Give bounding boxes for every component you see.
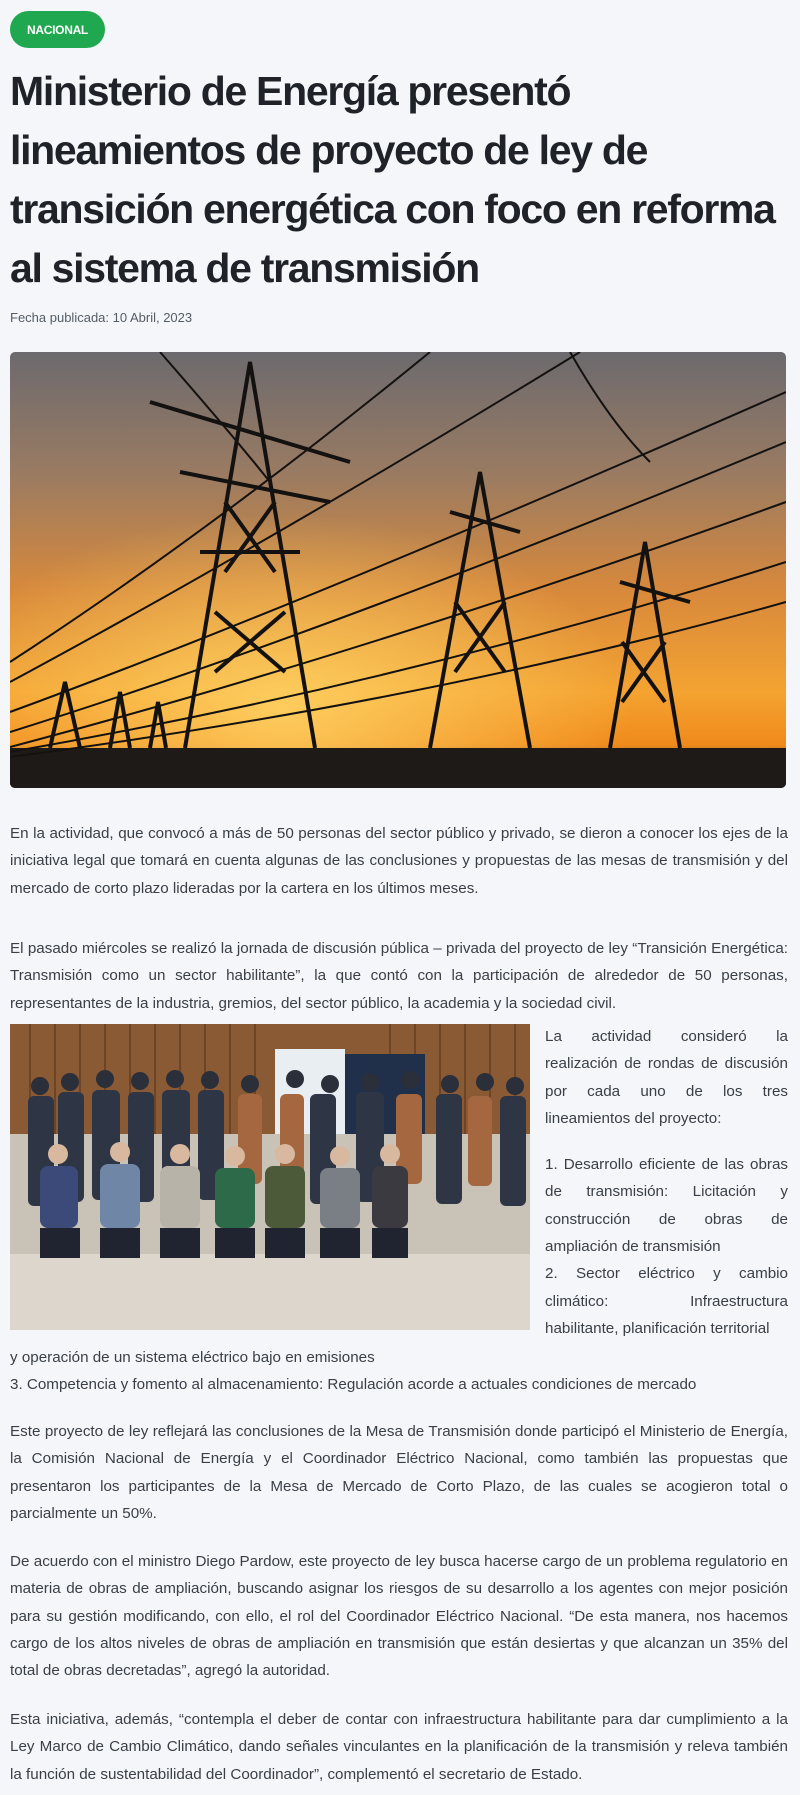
group-photo: [10, 1024, 530, 1330]
paragraph: El pasado miércoles se realizó la jornada de discusión pública – privada del proyecto de ley “Transición Energética: Transmisión como un sector habilitante”, la que contó con la participación de alrededor de 50 personas, representantes de la industria, gremios, del sector público, la academia y la sociedad civil.: [10, 940, 788, 1012]
guideline-item-3: 3. Competencia y fomento al almacenamiento: Regulación acorde a actuales condiciones de mercado: [10, 1376, 697, 1393]
paragraph: Este proyecto de ley reflejará las conclusiones de la Mesa de Transmisión donde participó el Ministerio de Energía, la Comisión Nacional de Energía y el Coordinador Eléctrico Nacional, como también las propuestas que presentaron los participantes de la Mesa de Mercado de Corto Plazo, de las cuales se acogieron total o parcialmente un 50%.: [10, 1423, 788, 1522]
guideline-item-1: 1. Desarrollo eficiente de las obras de transmisión: Licitación y construcción de obras de ampliación de transmisión: [545, 1156, 788, 1256]
guidelines-sidebar-text: [545, 1023, 788, 1342]
category-badge[interactable]: NACIONAL: [10, 11, 105, 48]
paragraph: En la actividad, que convocó a más de 50 personas del sector público y privado, se dieron a conocer los ejes de la iniciativa legal que tomará en cuenta algunas de las conclusiones y propuestas de las mesas de transmisión y del mercado de corto plazo lideradas por la cartera en los últimos meses.: [10, 825, 788, 897]
hero-image-power-lines: [10, 352, 786, 788]
paragraph: Esta iniciativa, además, “contempla el deber de contar con infraestructura habilitante para dar cumplimiento a la Ley Marco de Cambio Climático, dando señales vinculantes en la planificación de la transmisión y releva también la función de sustentabilidad del Coordinador”, complementó el secretario de Estado.: [10, 1711, 788, 1783]
guidelines-intro: La actividad consideró la realización de rondas de discusión por cada uno de los tres lineamientos del proyecto:: [545, 1028, 788, 1127]
guideline-item-2-continued: y operación de un sistema eléctrico bajo en emisiones: [10, 1349, 375, 1366]
paragraph: De acuerdo con el ministro Diego Pardow, este proyecto de ley busca hacerse cargo de un problema regulatorio en materia de obras de ampliación, buscando asignar los riesgos de su desarrollo a los agentes con mejor posición para su gestión modificando, con ello, el rol del Coordinador Eléctrico Nacional. “De esta manera, nos hacemos cargo de los altos niveles de obras de ampliación en transmisión que están desiertas y que alcanzan un 35% del total de obras decretadas”, agregó la autoridad.: [10, 1553, 788, 1680]
article-title: Ministerio de Energía presentó lineamientos de proyecto de ley de transición energética con foco en reforma al sistema de transmisión: [10, 68, 775, 291]
publish-date: Fecha publicada: 10 Abril, 2023: [10, 310, 193, 325]
guideline-item-2: 2. Sector eléctrico y cambio climático: Infraestructura habilitante, planificación territorial: [545, 1265, 788, 1337]
